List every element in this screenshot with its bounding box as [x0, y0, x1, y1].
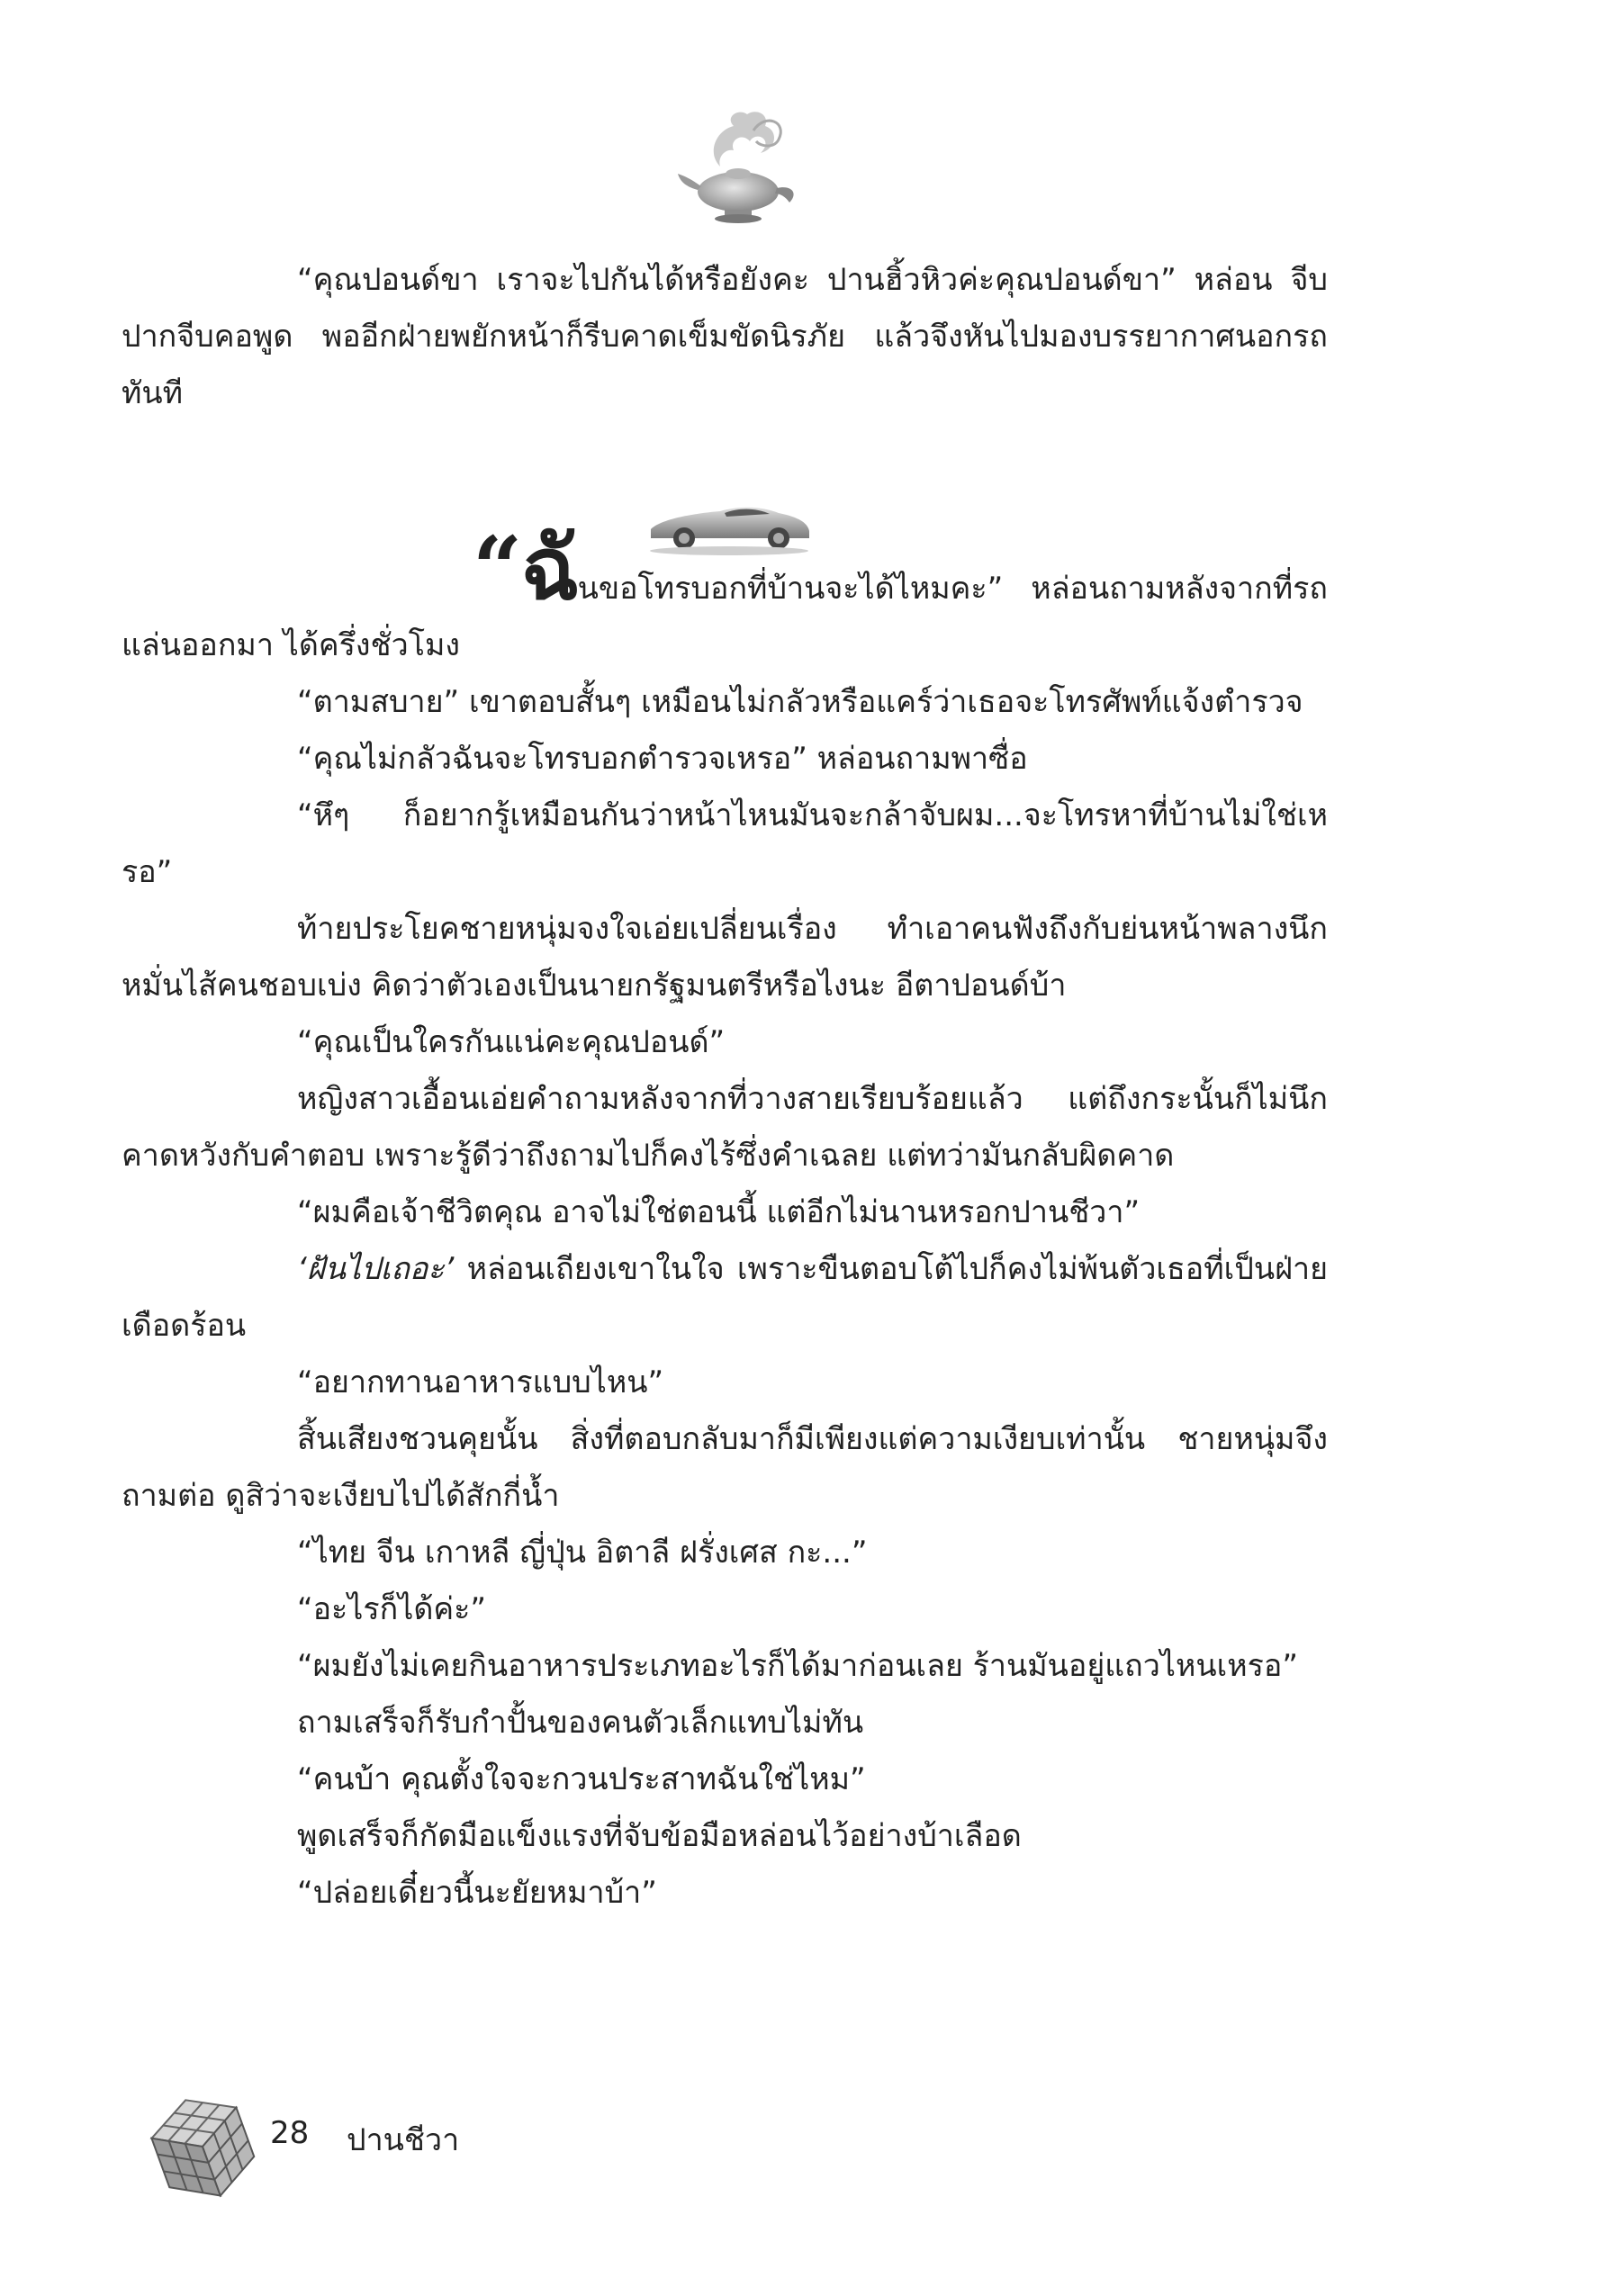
paragraph: “คุณปอนด์ขา เราจะไปกันได้หรือยังคะ ปานฮิ้วหิวค่ะคุณปอนด์ขา” หล่อน จีบปากจีบคอพูด พออีกฝ่ายพยักหน้าก็รีบคาดเข็มขัดนิรภัย แล้วจึงหันไปมองบรรยากาศนอกรถทันที — [122, 262, 1328, 411]
paragraph: “ปล่อยเดี๋ยวนี้นะยัยหมาบ้า” — [297, 1875, 657, 1911]
text-block-top — [122, 252, 1328, 422]
paragraph: “ไทย จีน เกาหลี ญี่ปุ่น อิตาลี ฝรั่งเศส กะ...” — [297, 1535, 868, 1571]
paragraph: “ผมคือเจ้าชีวิตคุณ อาจไม่ใช่ตอนนี้ แต่อีกไม่นานหรอกปานชีวา” — [297, 1194, 1141, 1230]
page-number: 28 — [270, 2115, 310, 2151]
paragraph: สิ้นเสียงชวนคุยนั้น สิ่งที่ตอบกลับมาก็มีเพียงแต่ความเงียบเท่านั้น ชายหนุ่มจึงถามต่อ ดูสิว่าจะเงียบไปได้สักกี่น้ำ — [122, 1421, 1328, 1514]
drop-cap: “ฉั — [473, 518, 578, 619]
paragraph: หญิงสาวเอื้อนเอ่ยคำถามหลังจากที่วางสายเรียบร้อยแล้ว แต่ถึงกระนั้นก็ไม่นึกคาดหวังกับคำตอบ เพราะรู้ดีว่าถึงถามไปก็คงไร้ซึ่งคำเฉลย แต่ทว่ามันกลับผิดคาด — [122, 1081, 1328, 1174]
paragraph: “คุณเป็นใครกันแน่คะคุณปอนด์” — [297, 1024, 726, 1060]
genie-lamp-icon — [671, 104, 806, 230]
paragraph: ถามเสร็จก็รับกำปั้นของคนตัวเล็กแทบไม่ทัน — [297, 1705, 864, 1741]
paragraph: “อยากทานอาหารแบบไหน” — [297, 1364, 664, 1400]
paragraph: “ผมยังไม่เคยกินอาหารประเภทอะไรก็ได้มาก่อนเลย ร้านมันอยู่แถวไหนเหรอ” — [297, 1648, 1298, 1684]
paragraph: “คุณไม่กลัวฉันจะโทรบอกตำรวจเหรอ” หล่อนถามพาซื่อ — [297, 741, 1028, 777]
inner-thought: ‘ฝันไปเถอะ’ — [297, 1251, 455, 1287]
dropcap-paragraph: “ฉันขอโทรบอกที่บ้านจะได้ไหมคะ” หล่อนถามหลังจากที่รถแล่นออกมา ได้ครึ่งชั่วโมง — [122, 518, 1328, 663]
paragraph: พูดเสร็จก็กัดมือแข็งแรงที่จับข้อมือหล่อนไว้อย่างบ้าเลือด — [297, 1818, 1022, 1854]
paragraph: “หึๆ ก็อยากรู้เหมือนกันว่าหน้าไหนมันจะกล้าจับผม...จะโทรหาที่บ้านไม่ใช่เหรอ” — [122, 797, 1328, 890]
rubiks-cube-icon — [135, 2084, 270, 2210]
paragraph: ‘ฝันไปเถอะ’ หล่อนเถียงเขาในใจ เพราะขืนตอบโต้ไปก็คงไม่พ้นตัวเธอที่เป็นฝ่ายเดือดร้อน — [122, 1251, 1328, 1344]
paragraph: “คนบ้า คุณตั้งใจจะกวนประสาทฉันใช่ไหม” — [297, 1761, 866, 1797]
text-block-main — [122, 518, 1328, 1922]
paragraph: ท้ายประโยคชายหนุ่มจงใจเอ่ยเปลี่ยนเรื่อง ทำเอาคนฟังถึงกับย่นหน้าพลางนึกหมั่นไส้คนชอบเบ่ง คิดว่าตัวเองเป็นนายกรัฐมนตรีหรือไงนะ อีตาปอนด์บ้า — [122, 911, 1328, 1004]
paragraph: “ตามสบาย” เขาตอบสั้นๆ เหมือนไม่กลัวหรือแคร์ว่าเธอจะโทรศัพท์แจ้งตำรวจ — [297, 684, 1303, 720]
book-title: ปานชีวา — [347, 2122, 460, 2158]
paragraph: “อะไรก็ได้ค่ะ” — [297, 1591, 487, 1627]
